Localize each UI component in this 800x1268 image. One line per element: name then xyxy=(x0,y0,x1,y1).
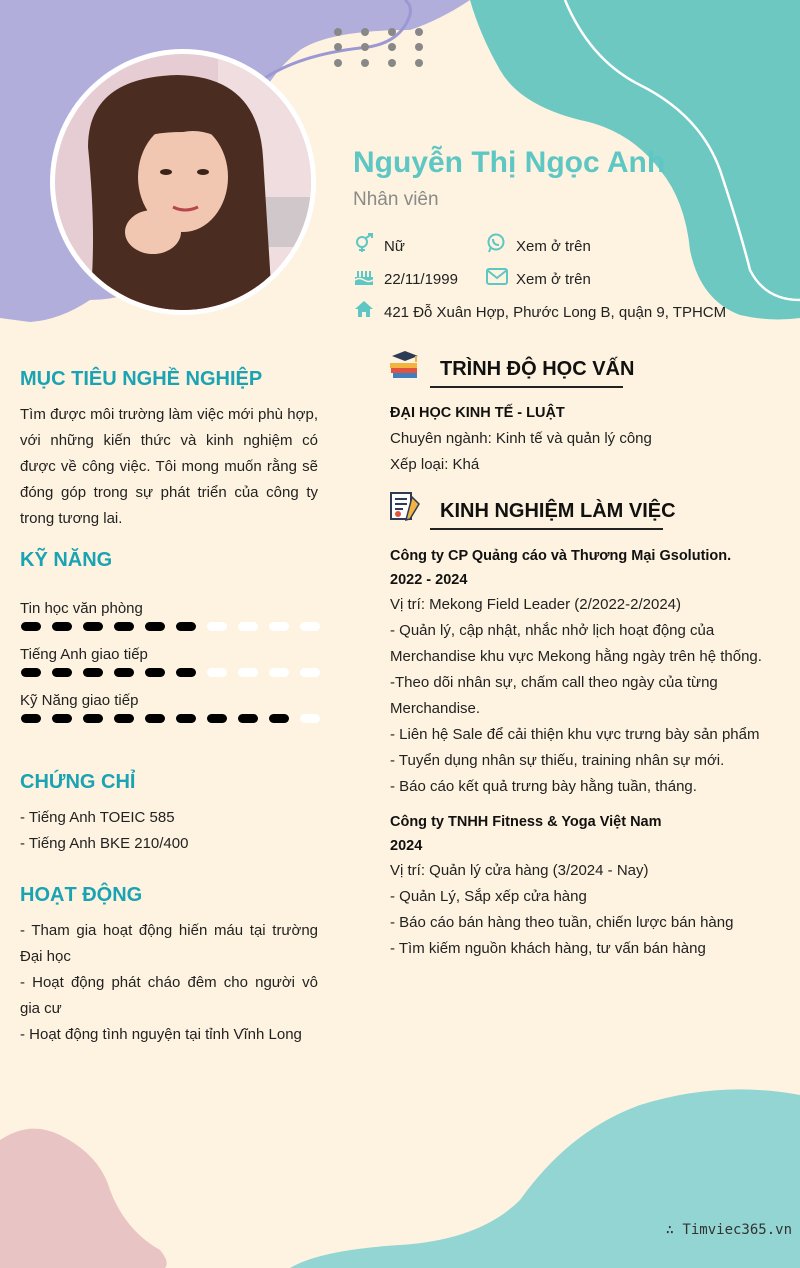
pink-blob xyxy=(0,1129,167,1268)
skill-label: Tiếng Anh giao tiếp xyxy=(20,646,148,663)
skill-dash-filled xyxy=(145,668,165,677)
job-position: Nhân viên xyxy=(353,189,439,210)
email-icon xyxy=(486,268,508,286)
job-period: 2022 - 2024 xyxy=(390,572,468,588)
skill-dash-filled xyxy=(238,714,258,723)
experience-document-icon xyxy=(388,491,422,523)
school-name: ĐẠI HỌC KINH TẾ - LUẬT xyxy=(390,405,565,421)
certificate-item: - Tiếng Anh TOEIC 585 xyxy=(20,809,175,826)
experience-underline xyxy=(430,528,663,530)
skill-dash-filled xyxy=(21,714,41,723)
birthday-value: 22/11/1999 xyxy=(384,271,458,288)
skill-dash-filled xyxy=(114,668,134,677)
birthday-cake-icon xyxy=(354,266,374,286)
skill-bar xyxy=(20,666,322,680)
major: Chuyên ngành: Kinh tế và quản lý công xyxy=(390,430,652,447)
skill-dash-filled xyxy=(176,714,196,723)
experience-title: KINH NGHIỆM LÀM VIỆC xyxy=(440,500,676,522)
certificate-item: - Tiếng Anh BKE 210/400 xyxy=(20,835,189,852)
skill-dash-filled xyxy=(114,622,134,631)
job-line: - Tìm kiếm nguồn khách hàng, tư vấn bán hàng xyxy=(390,940,706,957)
gender-icon xyxy=(354,233,374,253)
home-icon xyxy=(354,300,374,318)
skill-dash-empty xyxy=(238,668,258,677)
activities-title: HOẠT ĐỘNG xyxy=(20,884,143,906)
gender-value: Nữ xyxy=(384,238,405,255)
footer-brand[interactable]: ∴ Timviec365.vn xyxy=(665,1222,792,1238)
skill-dash-filled xyxy=(207,714,227,723)
objective-title: MỤC TIÊU NGHỀ NGHIỆP xyxy=(20,368,263,390)
skill-dash-filled xyxy=(52,668,72,677)
job-company: Công ty CP Quảng cáo và Thương Mại Gsolution. xyxy=(390,548,732,564)
job-line: Merchandise khu vực Mekong hằng ngày trên hệ thống. xyxy=(390,648,762,665)
teal-bottom-blob xyxy=(290,1089,800,1268)
skill-dash-filled xyxy=(145,714,165,723)
email-value: Xem ở trên xyxy=(516,271,591,288)
education-title: TRÌNH ĐỘ HỌC VẤN xyxy=(440,358,635,380)
skills-title: KỸ NĂNG xyxy=(20,549,113,571)
job-line: - Báo cáo bán hàng theo tuần, chiến lược bán hàng xyxy=(390,914,734,931)
activity-item: - Hoạt động phát cháo đêm cho người vô gia cư xyxy=(20,974,318,1017)
skill-dash-filled xyxy=(21,622,41,631)
skill-dash-filled xyxy=(83,714,103,723)
job-line: - Liên hệ Sale để cải thiện khu vực trưng bày sản phẩm xyxy=(390,726,760,743)
job-company: Công ty TNHH Fitness & Yoga Việt Nam xyxy=(390,814,662,830)
skill-label: Tin học văn phòng xyxy=(20,600,143,617)
avatar xyxy=(48,47,318,317)
job-line: -Theo dõi nhân sự, chấm call theo ngày của từng xyxy=(390,674,718,691)
skill-dash-filled xyxy=(145,622,165,631)
address-value: 421 Đỗ Xuân Hợp, Phước Long B, quận 9, TPHCM xyxy=(384,304,727,321)
skill-bar xyxy=(20,712,322,726)
skill-dash-empty xyxy=(300,668,320,677)
skill-dash-filled xyxy=(269,714,289,723)
skill-dash-filled xyxy=(52,714,72,723)
phone-icon xyxy=(486,233,506,253)
job-line: Vị trí: Quản lý cửa hàng (3/2024 - Nay) xyxy=(390,862,649,879)
objective-text: Tìm được môi trường làm việc mới phù hợp, với những kiến thức và kinh nghiệm có được về công việc. Tôi mong muốn rằng sẽ đóng góp trong sự phát triển của công ty trong tương lai. xyxy=(20,406,318,527)
certificates-title: CHỨNG CHỈ xyxy=(20,771,136,793)
full-name: Nguyễn Thị Ngọc Anh xyxy=(353,146,666,179)
skill-dash-empty xyxy=(269,622,289,631)
education-underline xyxy=(430,386,623,388)
skill-dash-filled xyxy=(52,622,72,631)
job-line: - Quản Lý, Sắp xếp cửa hàng xyxy=(390,888,587,905)
skill-dash-empty xyxy=(207,622,227,631)
skill-dash-filled xyxy=(83,668,103,677)
skill-bar xyxy=(20,620,322,634)
skill-dash-filled xyxy=(176,668,196,677)
rank: Xếp loại: Khá xyxy=(390,456,480,473)
skill-dash-empty xyxy=(300,714,320,723)
education-books-icon xyxy=(388,350,422,382)
job-period: 2024 xyxy=(390,838,423,854)
skill-dash-filled xyxy=(176,622,196,631)
skill-dash-filled xyxy=(114,714,134,723)
skill-dash-empty xyxy=(300,622,320,631)
phone-value: Xem ở trên xyxy=(516,238,591,255)
skill-dash-filled xyxy=(21,668,41,677)
activity-item: - Tham gia hoạt động hiến máu tại trường Đại học xyxy=(20,922,318,965)
skill-dash-filled xyxy=(83,622,103,631)
job-line: - Tuyển dụng nhân sự thiếu, training nhân sự mới. xyxy=(390,752,725,769)
job-line: - Báo cáo kết quả trưng bày hằng tuần, tháng. xyxy=(390,778,697,795)
job-line: Merchandise. xyxy=(390,700,481,717)
skill-dash-empty xyxy=(269,668,289,677)
job-line: - Quản lý, cập nhật, nhắc nhở lịch hoạt động của xyxy=(390,622,715,639)
skill-dash-empty xyxy=(238,622,258,631)
skill-label: Kỹ Năng giao tiếp xyxy=(20,692,139,709)
skill-dash-empty xyxy=(207,668,227,677)
job-line: Vị trí: Mekong Field Leader (2/2022-2/2024) xyxy=(390,596,681,613)
activity-item: - Hoạt động tình nguyện tại tỉnh Vĩnh Long xyxy=(20,1026,302,1043)
